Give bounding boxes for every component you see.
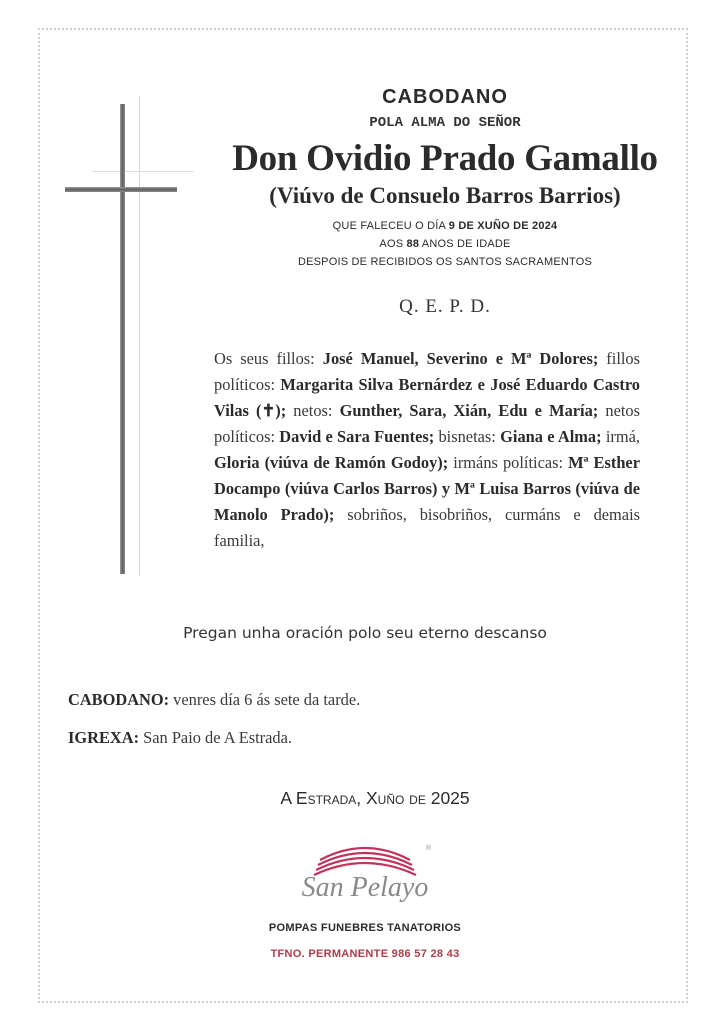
phone-number: TFNO. PERMANENTE 986 57 28 43	[270, 948, 460, 960]
pola-alma-line: POLA ALMA DO SEÑOR	[369, 115, 521, 131]
logo-text: San Pelayo	[301, 872, 429, 903]
age-line: AOS 88 ANOS DE IDADE	[379, 238, 511, 250]
company-name: POMPAS FUNEBRES TANATORIOS	[268, 922, 462, 934]
cabodano-event: CABODANO: venres día 6 ás sete da tarde.	[68, 690, 361, 709]
cross-icon-bar	[65, 187, 177, 192]
qepd: Q. E. P. D.	[399, 296, 491, 317]
family-paragraph: Os seus fillos: José Manuel, Severino e Mª Dolores; fillos políticos: Margarita Silva Bernárdez e José Eduardo Castro Vilas (✝); netos: Gunther, Sara, Xián, Edu e María; netos políticos: David e Sara Fuentes; bisnetas: Giana e Alma; irmá, Gloria (viúva de Ramón Godoy); irmáns políticas: Mª Esther Docampo (viúva Carlos Barros) y Mª Luisa Barros (viúva de Manolo Prado); sobriños, bisobriños, curmáns e demais familia,	[214, 349, 641, 550]
logo-registered: ®	[426, 845, 432, 852]
deceased-name: Don Ovidio Prado Gamallo	[232, 138, 658, 179]
death-date-line: QUE FALECEU O DÍA 9 DE XUÑO DE 2024	[332, 220, 558, 232]
logo-arches-icon	[314, 848, 416, 875]
ceremony-title: CABODANO	[382, 86, 508, 108]
igrexa-event: IGREXA: San Paio de A Estrada.	[68, 728, 292, 747]
san-pelayo-logo	[290, 838, 440, 918]
cross-shadow-horizontal	[92, 171, 194, 172]
cross-shadow-vertical	[139, 96, 140, 576]
place-date: A Estrada, Xuño de 2025	[280, 788, 470, 808]
cross-icon	[120, 104, 125, 574]
prayer-request: Pregan unha oración polo seu eterno descanso	[183, 624, 547, 642]
sacraments-line: DESPOIS DE RECIBIDOS OS SANTOS SACRAMENTOS	[297, 256, 593, 268]
widower-line: (Viúvo de Consuelo Barros Barrios)	[269, 183, 621, 208]
